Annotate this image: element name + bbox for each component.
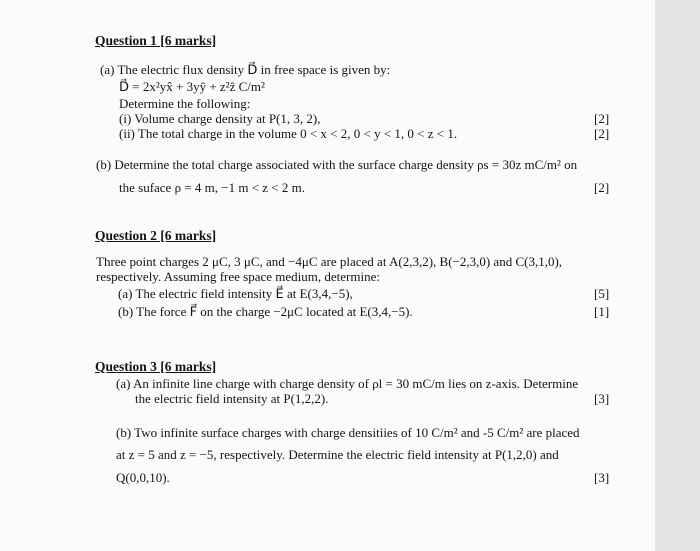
q1a-i: (i) Volume charge density at P(1, 3, 2),	[119, 111, 321, 126]
q1a-equation: D⃗ = 2x²yx̂ + 3yŷ + z²ẑ C/m²	[119, 79, 265, 94]
q3b-line1: (b) Two infinite surface charges with charge densitiies of 10 C/m² and -5 C/m² are placed	[116, 425, 580, 440]
q2a: (a) The electric field intensity E⃗ at E(3,4,−5),	[118, 286, 353, 301]
q3b-line2: at z = 5 and z = −5, respectively. Determine the electric field intensity at P(1,2,0) and	[116, 447, 559, 462]
q1a-intro: Determine the following:	[119, 96, 251, 111]
q3-heading: Question 3 [6 marks]	[95, 359, 217, 374]
q1a-ii: (ii) The total charge in the volume 0 < x < 2, 0 < y < 1, 0 < z < 1.	[119, 126, 458, 141]
q1a-line1: (a) The electric flux density D⃗ in free space is given by:	[100, 62, 391, 77]
q2-intro2: respectively. Assuming free space medium, determine:	[96, 269, 380, 284]
q3b-marks: [3]	[594, 470, 610, 485]
q3b-line3: Q(0,0,10).	[116, 470, 170, 485]
q2-intro1: Three point charges 2 μC, 3 μC, and −4μC are placed at A(2,3,2), B(−2,3,0) and C(3,1,0),	[96, 254, 563, 269]
q1-heading: Question 1 [6 marks]	[95, 33, 217, 48]
q1b-line1: (b) Determine the total charge associated with the surface charge density ρs = 30z mC/m² on	[96, 157, 578, 172]
q2a-marks: [5]	[594, 286, 610, 301]
q1a-i-marks: [2]	[594, 111, 610, 126]
q1b-line2: the suface ρ = 4 m, −1 m < z < 2 m.	[119, 180, 305, 195]
q3a-line2: the electric field intensity at P(1,2,2).	[135, 391, 329, 406]
q1a-ii-marks: [2]	[594, 126, 610, 141]
q2b: (b) The force F⃗ on the charge −2μC located at E(3,4,−5).	[118, 304, 413, 319]
q2-heading: Question 2 [6 marks]	[95, 228, 217, 243]
q2b-marks: [1]	[594, 304, 610, 319]
q3a-line1: (a) An infinite line charge with charge density of ρl = 30 mC/m lies on z-axis. Determine	[116, 376, 579, 391]
q3a-marks: [3]	[594, 391, 610, 406]
q1b-marks: [2]	[594, 180, 610, 195]
